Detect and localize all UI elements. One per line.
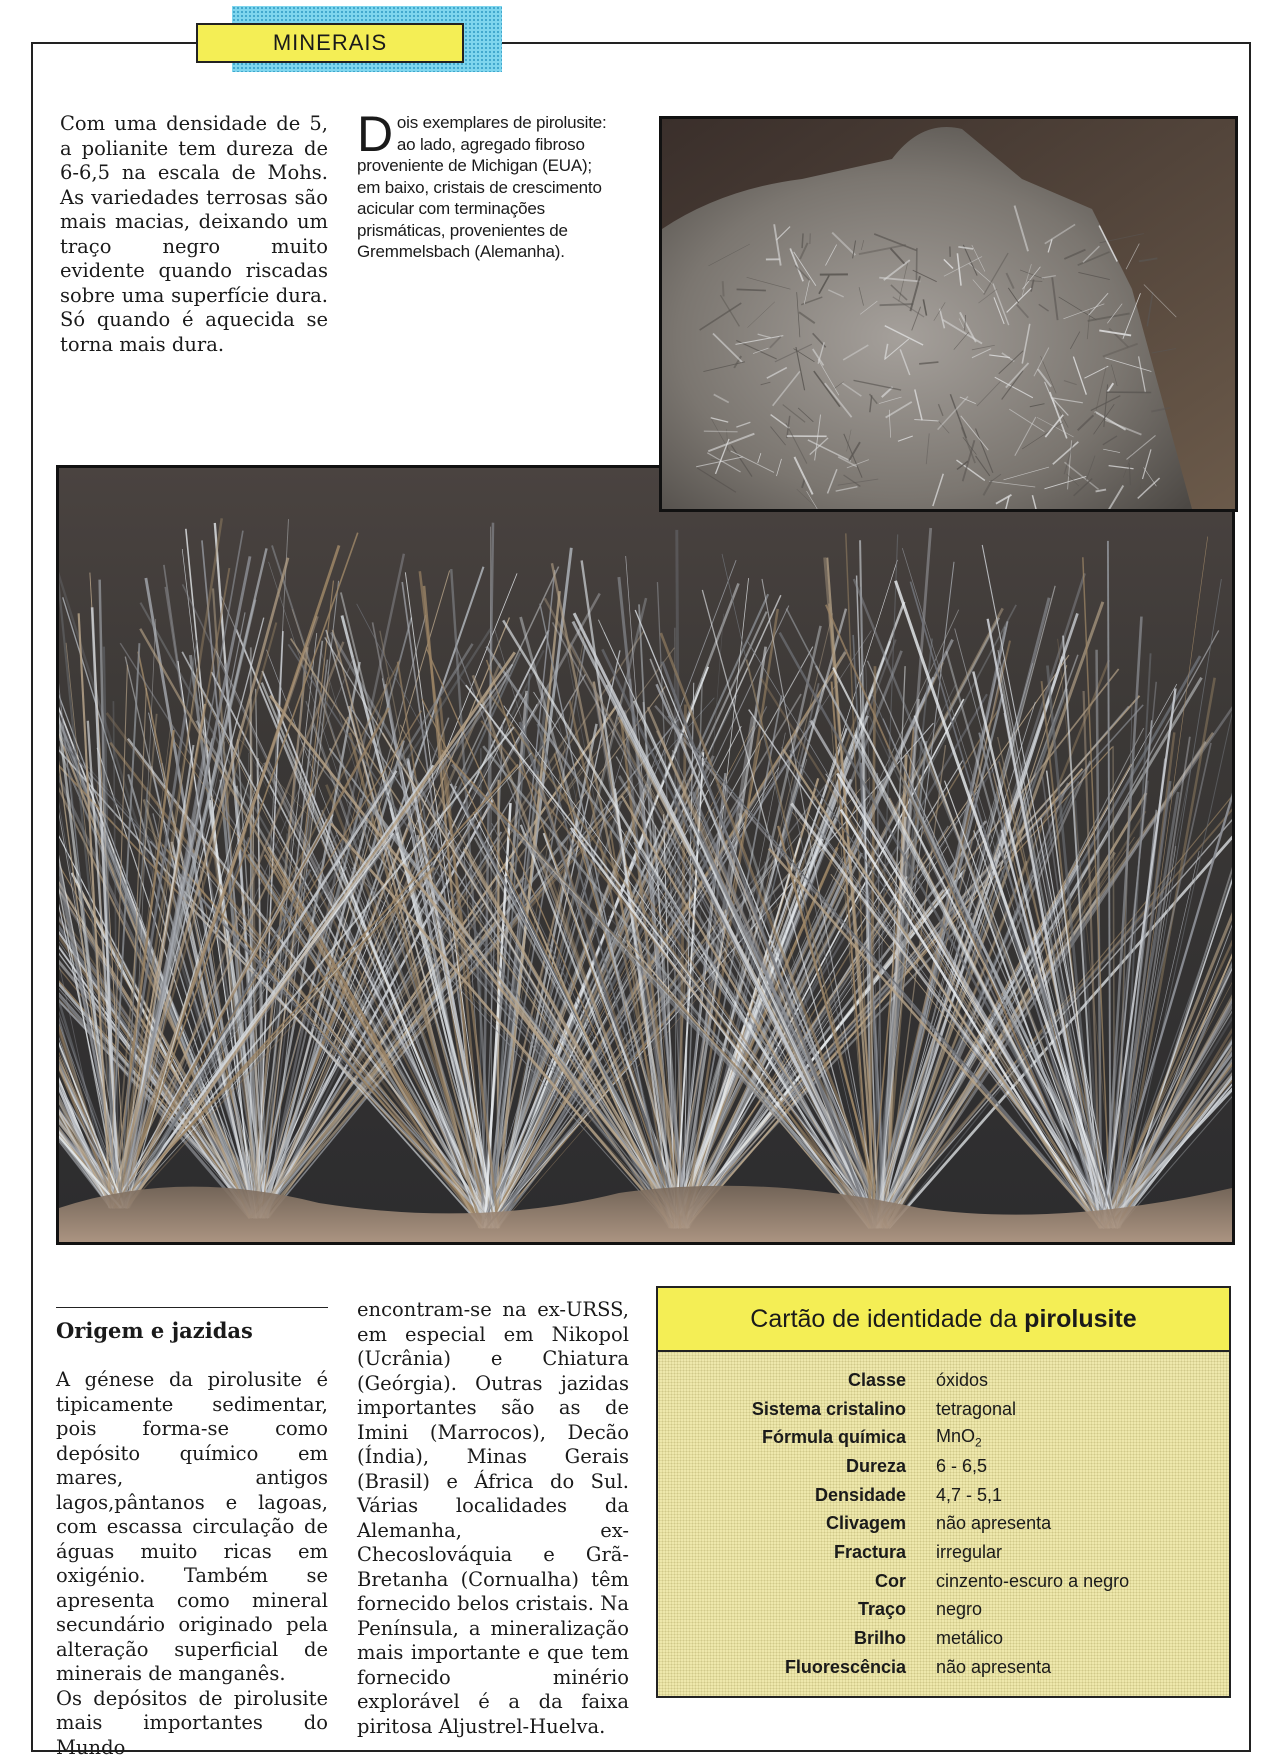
identity-card-value: MnO$_2$ [936, 1426, 1229, 1450]
identity-card-row [658, 1509, 1229, 1538]
identity-card-row [658, 1481, 1229, 1510]
identity-card-row [658, 1567, 1229, 1596]
identity-card-label: Cor [658, 1571, 936, 1592]
origem-paragraph-1: A génese da pirolusite é tipicamente sedimentar, pois forma-se como depósito químico em mares, antigos lagos,pântanos e lagoas, com escassa circulação de águas muito ricas em oxigénio. Também se apresenta como mineral secundário originado pela alteração superficial de minerais de manganês. [56, 1368, 328, 1687]
identity-card-row [658, 1653, 1229, 1682]
identity-card-label: Clivagem [658, 1513, 936, 1534]
identity-card [656, 1286, 1231, 1698]
section-rule [56, 1307, 328, 1308]
identity-card-label: Sistema cristalino [658, 1399, 936, 1420]
intro-paragraph: Com uma densidade de 5, a polianite tem dureza de 6-6,5 na escala de Mohs. As variedades terrosas são mais macias, deixando um traço negro muito evidente quando riscadas sobre uma superfície dura. Só quando é aquecida se torna mais dura. [60, 112, 328, 357]
identity-card-value: metálico [936, 1628, 1229, 1649]
identity-card-row [658, 1423, 1229, 1452]
fibrous-aggregate-photo [659, 116, 1238, 512]
identity-card-value: 4,7 - 5,1 [936, 1485, 1229, 1506]
identity-card-value: 6 - 6,5 [936, 1456, 1229, 1477]
photo-caption [357, 112, 619, 263]
identity-card-row [658, 1452, 1229, 1481]
identity-card-label: Densidade [658, 1485, 936, 1506]
identity-card-title-prefix: Cartão de identidade da [750, 1305, 1017, 1334]
acicular-crystals-photo [56, 465, 1235, 1245]
identity-card-label: Fórmula química [658, 1427, 936, 1448]
identity-card-title [658, 1288, 1229, 1352]
origem-column-middle: encontram-se na ex-URSS, em especial em Nikopol (Ucrânia) e Chiatura (Geórgia). Outras jazidas importantes são as de Imini (Marrocos), Decão (Índia), Minas Gerais (Brasil) e África do Sul. Várias localidades da Alemanha, ex-Checoslováquia e Grã-Bretanha (Cornualha) têm fornecido belos cristais. Na Península, a mineralização mais importante e que tem fornecido minério explorável é a da faixa piritosa Aljustrel-Huelva. [357, 1298, 629, 1739]
identity-card-label: Dureza [658, 1456, 936, 1477]
identity-card-label: Brilho [658, 1628, 936, 1649]
identity-card-row [658, 1538, 1229, 1567]
identity-card-value: não apresenta [936, 1657, 1229, 1678]
identity-card-title-mineral: pirolusite [1024, 1305, 1137, 1334]
identity-card-row [658, 1395, 1229, 1424]
origem-heading: Origem e jazidas [56, 1318, 346, 1343]
identity-card-value: cinzento-escuro a negro [936, 1571, 1229, 1592]
identity-card-label: Fractura [658, 1542, 936, 1563]
acicular-crystals-image [59, 468, 1232, 1242]
section-tab: MINERAIS [196, 23, 464, 63]
identity-card-value: negro [936, 1599, 1229, 1620]
identity-card-value: irregular [936, 1542, 1229, 1563]
origem-paragraph-2-start: Os depósitos de pirolusite mais importantes do Mundo [56, 1687, 328, 1760]
identity-card-label: Traço [658, 1599, 936, 1620]
identity-card-value: tetragonal [936, 1399, 1229, 1420]
identity-card-value: não apresenta [936, 1513, 1229, 1534]
identity-card-value: óxidos [936, 1370, 1229, 1391]
caption-text: ois exemplares de pirolusite: ao lado, agregado fibroso proveniente de Michigan (EUA); em baixo, cristais de crescimento acicular com terminações prismáticas, provenientes de Gremmelsbach (Alemanha). [357, 113, 607, 261]
caption-drop-cap: D [357, 114, 393, 154]
identity-card-label: Fluorescência [658, 1657, 936, 1678]
fibrous-aggregate-image [662, 119, 1235, 509]
identity-card-label: Classe [658, 1370, 936, 1391]
identity-card-row [658, 1596, 1229, 1625]
identity-card-rows [658, 1352, 1229, 1682]
identity-card-row [658, 1366, 1229, 1395]
origem-column-left [56, 1368, 328, 1760]
identity-card-row [658, 1624, 1229, 1653]
